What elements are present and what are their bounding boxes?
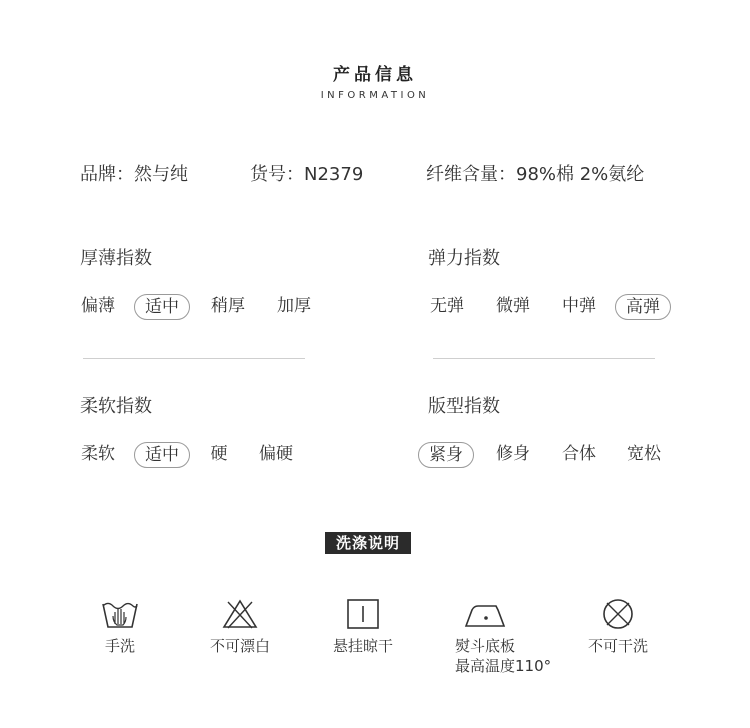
fit-option: 宽松 [627, 444, 661, 464]
hand-wash-icon [100, 598, 140, 630]
fit-option-selected: 紧身 [418, 442, 474, 468]
care-item-no-dry-clean [563, 598, 673, 656]
care-item-hang-dry [308, 598, 418, 656]
elasticity-option: 无弹 [430, 296, 464, 316]
softness-title: 柔软指数 [80, 396, 152, 417]
divider-right [433, 358, 655, 359]
fit-title: 版型指数 [428, 396, 500, 417]
care-label: 不可漂白 [209, 637, 270, 655]
care-label: 熨斗底板 [455, 637, 516, 655]
softness-option-selected: 适中 [134, 442, 190, 468]
elasticity-option: 微弹 [496, 296, 530, 316]
page-title: 产品信息 [333, 65, 417, 85]
softness-option: 偏硬 [259, 444, 293, 464]
elasticity-option-selected: 高弹 [615, 294, 671, 320]
thickness-option-selected: 适中 [134, 294, 190, 320]
thickness-option: 偏薄 [81, 296, 115, 316]
hang-dry-icon [343, 598, 383, 630]
elasticity-option: 中弹 [562, 296, 596, 316]
thickness-option: 加厚 [277, 296, 311, 316]
fit-option: 合体 [562, 444, 596, 464]
fiber-content-info: 纤维含量：98%棉 2%氨纶 [426, 164, 645, 185]
no-dry-clean-icon [598, 598, 638, 630]
divider-left [83, 358, 305, 359]
care-item-hand-wash [65, 598, 175, 656]
brand-info: 品牌：然与纯 [80, 164, 188, 185]
page-subtitle: INFORMATION [320, 90, 430, 101]
care-label: 悬挂晾干 [332, 637, 393, 655]
softness-option: 硬 [210, 444, 228, 464]
thickness-title: 厚薄指数 [80, 248, 152, 269]
care-label: 手洗 [104, 637, 135, 655]
care-item-no-bleach [185, 598, 295, 656]
elasticity-title: 弹力指数 [428, 248, 500, 269]
no-bleach-icon [220, 598, 260, 630]
thickness-option: 稍厚 [211, 296, 245, 316]
item-number-info: 货号：N2379 [250, 164, 364, 185]
care-label: 不可干洗 [587, 637, 648, 655]
iron-icon [462, 598, 508, 630]
care-title-badge: 洗涤说明 [325, 532, 411, 554]
care-label-temperature: 最高温度110° [455, 657, 552, 675]
care-item-iron [430, 598, 552, 676]
fit-option: 修身 [496, 444, 530, 464]
elasticity-options [0, 294, 750, 322]
softness-option: 柔软 [81, 444, 115, 464]
fit-options [0, 442, 750, 470]
